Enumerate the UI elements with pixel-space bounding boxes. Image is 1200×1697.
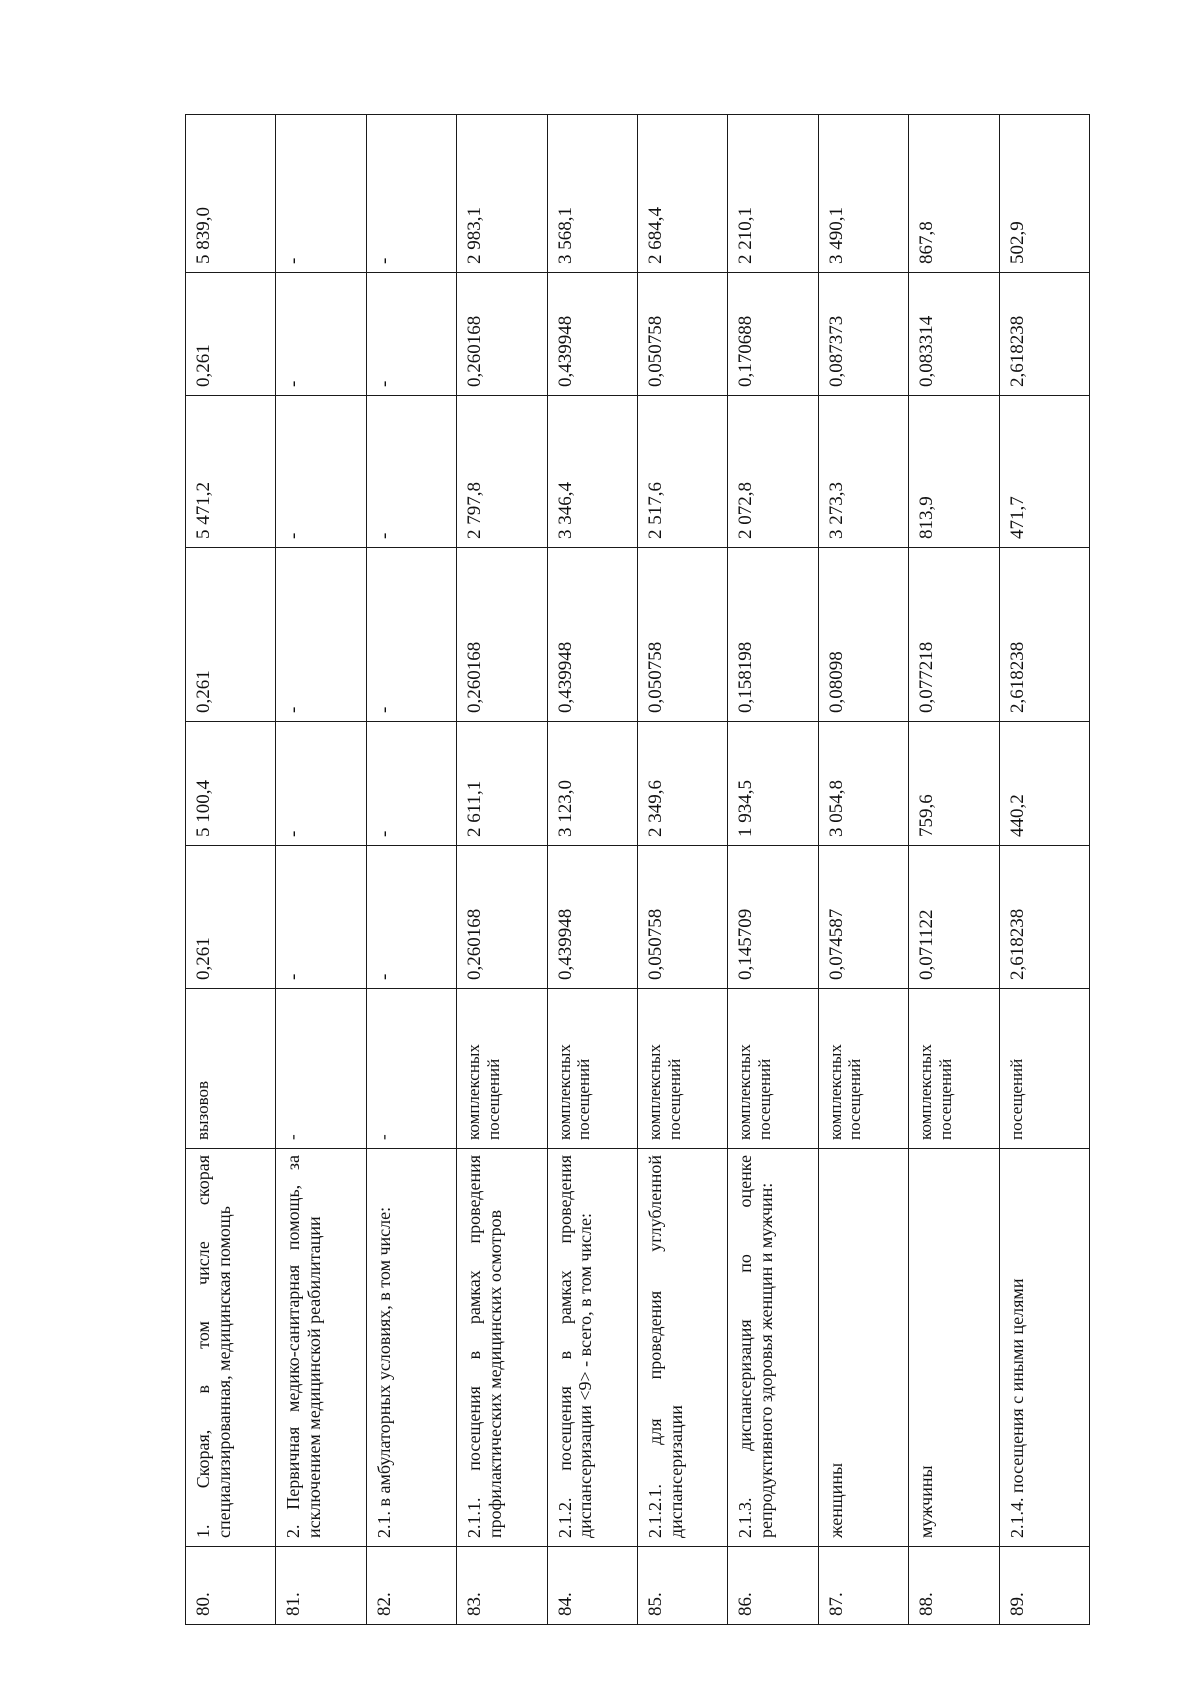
- value-2-cell: -: [276, 722, 366, 846]
- value-3-cell: 2,618238: [999, 548, 1089, 722]
- row-name-cell: 1. Скорая, в том числе скорая специализированная, медицинская помощь: [186, 1149, 276, 1547]
- value-5-cell: 0,050758: [637, 273, 727, 396]
- value-1-cell: -: [276, 846, 366, 989]
- row-name-cell: 2.1. в амбулаторных условиях, в том числе:: [366, 1149, 456, 1547]
- table-row: [728, 115, 818, 1625]
- row-name-cell: 2.1.1. посещения в рамках проведения профилактических медицинских осмотров: [457, 1149, 547, 1547]
- row-number-cell: 81.: [276, 1547, 366, 1625]
- table-row: [999, 115, 1089, 1625]
- row-name-cell: 2.1.2. посещения в рамках проведения диспансеризации <9> - всего, в том числе:: [547, 1149, 637, 1547]
- row-unit-cell: -: [366, 989, 456, 1149]
- value-6-cell: 2 210,1: [728, 115, 818, 273]
- table-row: [547, 115, 637, 1625]
- table-row: [186, 115, 276, 1625]
- value-4-cell: 3 273,3: [818, 396, 908, 548]
- value-6-cell: 2 684,4: [637, 115, 727, 273]
- value-6-cell: 502,9: [999, 115, 1089, 273]
- value-5-cell: 0,170688: [728, 273, 818, 396]
- table-row: [818, 115, 908, 1625]
- table-body: [186, 115, 1090, 1625]
- table-row: [909, 115, 999, 1625]
- value-1-cell: 0,439948: [547, 846, 637, 989]
- value-3-cell: -: [366, 548, 456, 722]
- row-unit-cell: посещений: [999, 989, 1089, 1149]
- value-2-cell: 3 054,8: [818, 722, 908, 846]
- row-unit-cell: -: [276, 989, 366, 1149]
- row-name-cell: мужчины: [909, 1149, 999, 1547]
- row-number-cell: 82.: [366, 1547, 456, 1625]
- value-6-cell: 3 568,1: [547, 115, 637, 273]
- value-4-cell: 2 797,8: [457, 396, 547, 548]
- row-name-cell: 2.1.3. диспансеризация по оценке репродуктивного здоровья женщин и мужчин:: [728, 1149, 818, 1547]
- value-1-cell: 0,261: [186, 846, 276, 989]
- value-1-cell: 0,074587: [818, 846, 908, 989]
- value-1-cell: 0,050758: [637, 846, 727, 989]
- value-5-cell: 2,618238: [999, 273, 1089, 396]
- row-number-cell: 89.: [999, 1547, 1089, 1625]
- value-4-cell: 5 471,2: [186, 396, 276, 548]
- value-3-cell: 0,260168: [457, 548, 547, 722]
- value-6-cell: -: [366, 115, 456, 273]
- row-number-cell: 80.: [186, 1547, 276, 1625]
- value-3-cell: 0,439948: [547, 548, 637, 722]
- value-6-cell: -: [276, 115, 366, 273]
- value-3-cell: -: [276, 548, 366, 722]
- data-table: [185, 114, 1090, 1625]
- value-2-cell: 5 100,4: [186, 722, 276, 846]
- value-4-cell: -: [276, 396, 366, 548]
- value-5-cell: 0,439948: [547, 273, 637, 396]
- value-6-cell: 867,8: [909, 115, 999, 273]
- value-6-cell: 3 490,1: [818, 115, 908, 273]
- value-1-cell: 0,260168: [457, 846, 547, 989]
- table-row: [457, 115, 547, 1625]
- row-name-cell: 2.1.2.1. для проведения углубленной диспансеризации: [637, 1149, 727, 1547]
- row-unit-cell: комплексных посещений: [818, 989, 908, 1149]
- row-number-cell: 84.: [547, 1547, 637, 1625]
- value-2-cell: -: [366, 722, 456, 846]
- value-1-cell: 0,071122: [909, 846, 999, 989]
- row-number-cell: 87.: [818, 1547, 908, 1625]
- value-2-cell: 2 349,6: [637, 722, 727, 846]
- row-number-cell: 88.: [909, 1547, 999, 1625]
- value-2-cell: 2 611,1: [457, 722, 547, 846]
- row-name-cell: женщины: [818, 1149, 908, 1547]
- value-5-cell: 0,087373: [818, 273, 908, 396]
- value-3-cell: 0,08098: [818, 548, 908, 722]
- value-1-cell: -: [366, 846, 456, 989]
- table-row: [276, 115, 366, 1625]
- value-4-cell: 471,7: [999, 396, 1089, 548]
- value-4-cell: 2 072,8: [728, 396, 818, 548]
- value-3-cell: 0,158198: [728, 548, 818, 722]
- row-number-cell: 85.: [637, 1547, 727, 1625]
- table-row: [637, 115, 727, 1625]
- value-5-cell: 0,261: [186, 273, 276, 396]
- value-2-cell: 1 934,5: [728, 722, 818, 846]
- value-5-cell: -: [366, 273, 456, 396]
- row-number-cell: 86.: [728, 1547, 818, 1625]
- value-3-cell: 0,050758: [637, 548, 727, 722]
- value-4-cell: -: [366, 396, 456, 548]
- value-3-cell: 0,261: [186, 548, 276, 722]
- value-2-cell: 3 123,0: [547, 722, 637, 846]
- row-unit-cell: вызовов: [186, 989, 276, 1149]
- value-2-cell: 440,2: [999, 722, 1089, 846]
- value-1-cell: 0,145709: [728, 846, 818, 989]
- table-row: [366, 115, 456, 1625]
- value-5-cell: 0,083314: [909, 273, 999, 396]
- value-5-cell: 0,260168: [457, 273, 547, 396]
- row-unit-cell: комплексных посещений: [909, 989, 999, 1149]
- row-unit-cell: комплексных посещений: [457, 989, 547, 1149]
- row-name-cell: 2. Первичная медико-санитарная помощь, за исключением медицинской реабилитации: [276, 1149, 366, 1547]
- rotated-table-wrapper: [185, 115, 1090, 1625]
- row-unit-cell: комплексных посещений: [637, 989, 727, 1149]
- value-5-cell: -: [276, 273, 366, 396]
- row-unit-cell: комплексных посещений: [728, 989, 818, 1149]
- value-2-cell: 759,6: [909, 722, 999, 846]
- value-6-cell: 2 983,1: [457, 115, 547, 273]
- row-number-cell: 83.: [457, 1547, 547, 1625]
- value-4-cell: 2 517,6: [637, 396, 727, 548]
- value-6-cell: 5 839,0: [186, 115, 276, 273]
- row-unit-cell: комплексных посещений: [547, 989, 637, 1149]
- value-4-cell: 3 346,4: [547, 396, 637, 548]
- value-3-cell: 0,077218: [909, 548, 999, 722]
- value-1-cell: 2,618238: [999, 846, 1089, 989]
- value-4-cell: 813,9: [909, 396, 999, 548]
- row-name-cell: 2.1.4. посещения с иными целями: [999, 1149, 1089, 1547]
